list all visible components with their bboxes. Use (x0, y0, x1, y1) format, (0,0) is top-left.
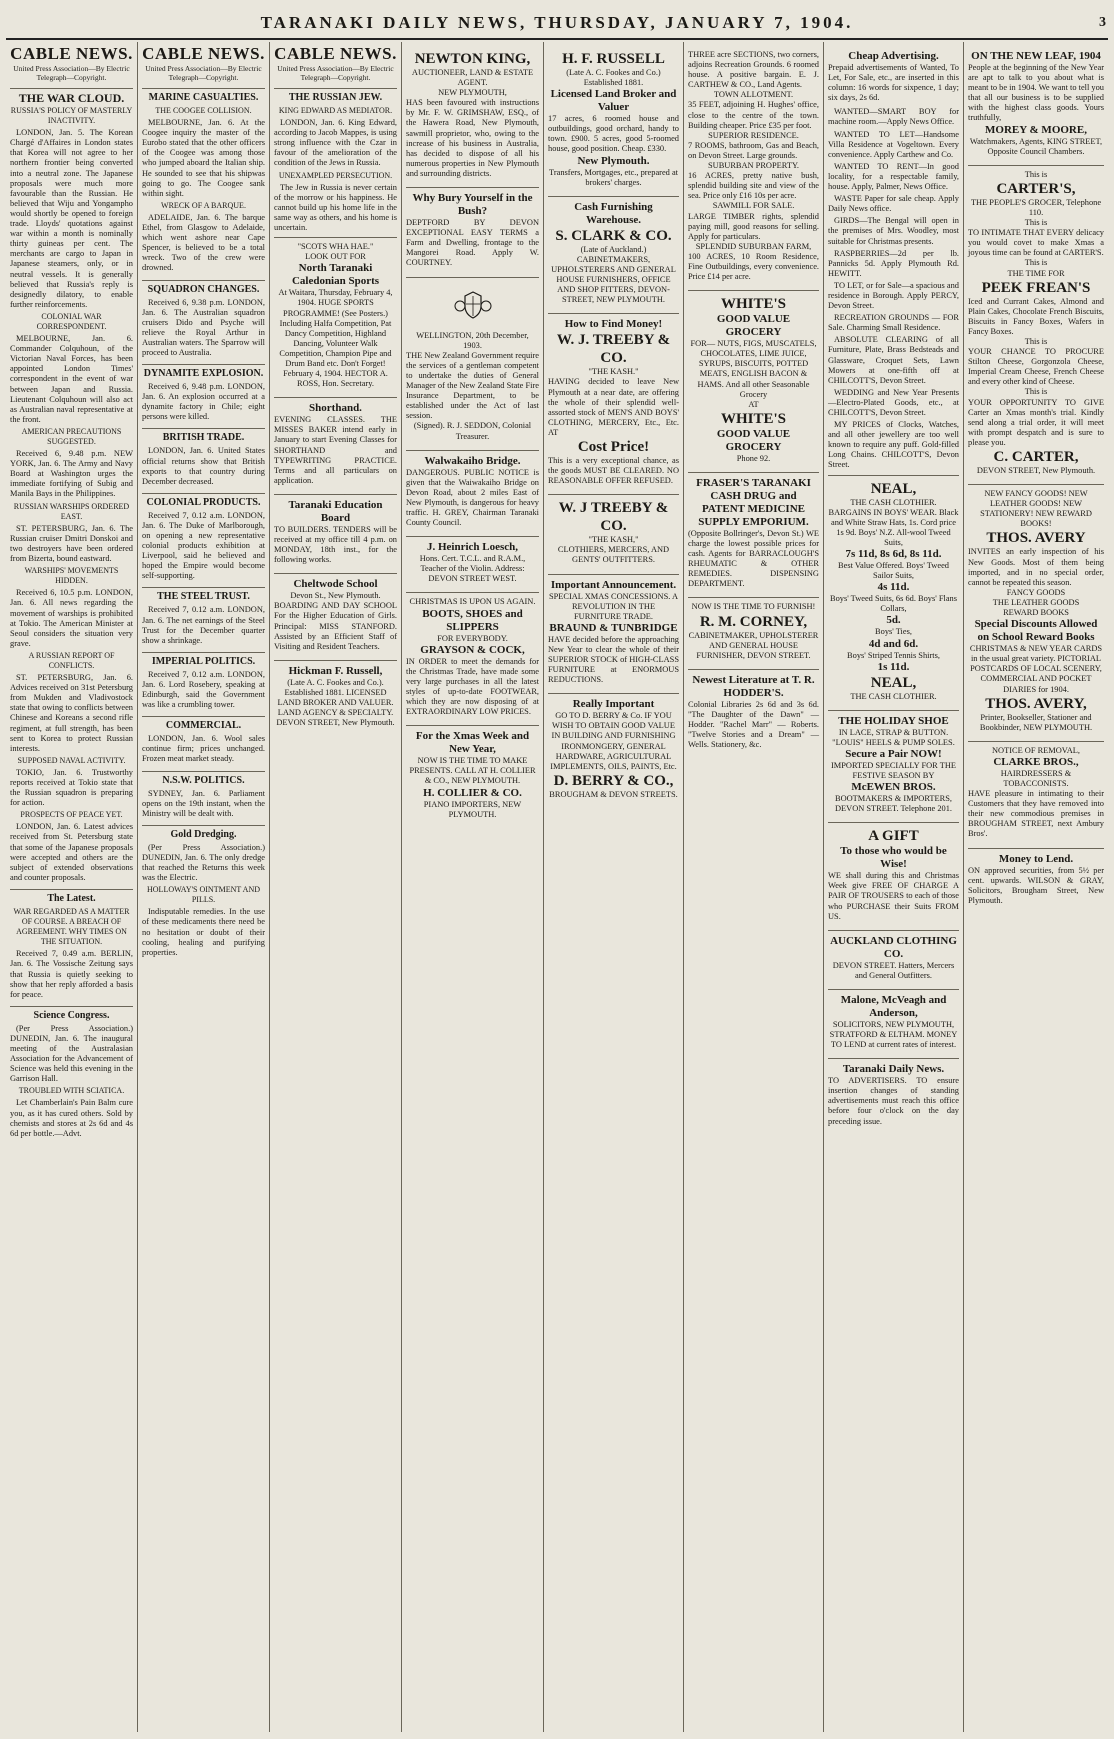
advert-hickman-russell (274, 660, 397, 732)
article-body: Received 7, 0.12 a.m. LONDON, Jan. 6. The Duke of Marlborough, on opening a new representative colonial products exhibition at Liverpool, said he believed and hoped the Empire would become self-supporting. (142, 510, 265, 581)
article-title: MARINE CASUALTIES. (142, 88, 265, 104)
column-8 (964, 42, 1108, 1732)
article-body: LONDON, Jan. 5. The Korean Chargé d'Affaires in London states that Korea will not agree to her northern frontier being converted into a neutral zone. The Japanese proposals were much more favourable than the Russian. He believed that Wiju and Yongampho would shortly be opened to foreign trade. Lloyds' quotations against war within a month is nominally thirty guineas per cent. The merchants are cargo to Japan in Japanese steamers, only, or in neutral vessels. It is generally believed that Russia's reply is designedly dilatory, to enable further reinforcements. (10, 128, 133, 309)
advert-holiday-shoe (828, 710, 959, 819)
advert-subtitle: To those who would be Wise! (840, 845, 947, 871)
advert-body: YOUR OPPORTUNITY TO GIVE Carter an Xmas month's trial. Kindly send along a trial order, it will meet with prompt despatch and is sure to please you. (968, 397, 1104, 447)
advert-subtitle: CABINETMAKER, UPHOLSTERER AND GENERAL HOUSE FURNISHER, DEVON STREET. (688, 630, 819, 660)
advert-title: Taranaki Education Board (288, 498, 383, 524)
advert-whites-grocery (688, 290, 819, 468)
advert-body: 100 ACRES, 10 Room Residence, Fine Outbuildings, every convenience. Price £14 per acre. (688, 251, 819, 282)
article-title: SQUADRON CHANGES. (142, 280, 265, 296)
advert-treeby (548, 313, 679, 490)
advert-body: THE New Zealand Government require the services of a gentleman competent to undertake the duties of General Manager of the New Zealand State Fire Insurance Department, to be established under the Act of last session. (406, 350, 540, 421)
advert-body: Boys' Ties, (875, 627, 912, 637)
advert-hf-russell (548, 46, 679, 192)
advert-subtitle: Devon St., New Plymouth. (290, 591, 381, 601)
advert-new-leaf (968, 46, 1104, 161)
article-title: Science Congress. (10, 1006, 133, 1022)
advert-price: 4d and 6d. (868, 637, 919, 650)
masthead (6, 8, 1108, 40)
advert-price: 5d. (886, 614, 901, 627)
classified-ad: RASPBERRIES—2d per lb. Pannicks 5d. Apply Plymouth Rd. HEWITT. (828, 248, 959, 278)
advert-body: BOOTMAKERS & IMPORTERS, DEVON STREET. Telephone 201. (834, 794, 953, 814)
article-body: MELBOURNE, Jan. 6. Commander Colquhoun, of the Victorian Naval Forces, has been appointed London Times' correspondent in the event of war between Japan and Russia. Lieutenant Colquhoun will also act as Australian naval representative at the front. (10, 334, 133, 424)
advert-subtitle: AUCTIONEER, LAND & ESTATE AGENT. (411, 68, 534, 88)
advert-title: THE HOLIDAY SHOE (838, 714, 949, 727)
column-2 (138, 42, 270, 1732)
advert-body: HAS been favoured with instructions by Mr. F. W. GRIMSHAW, ESQ., of the Hawera Road, New Plymouth, sawmill proprietor, who, owing to the increase of his business in Australia, has decided to dispose of all his numerous properties in New Plymouth and surrounding districts. (406, 98, 539, 178)
article-subtitle: COLONIAL WAR CORRESPONDENT. (36, 311, 107, 331)
classified-ad: WASTE Paper for sale cheap. Apply Daily News office. (828, 194, 959, 214)
article-title: DYNAMITE EXPLOSION. (142, 364, 265, 380)
columns (6, 42, 1108, 1732)
cable-news-header: CABLE NEWS. (142, 44, 265, 63)
advert-subtitle: FOR EVERYBODY. (437, 633, 508, 643)
article-title: THE WAR CLOUD. (10, 88, 133, 104)
classified-ad: WANTED TO RENT—In good locality, for a respectable family, house. Apply, Palmer, News Office. (828, 161, 959, 192)
advert-title: R. M. CORNEY, (699, 613, 808, 630)
advert-braund-tunbridge (548, 574, 679, 690)
advert-lead: This is (1024, 169, 1048, 179)
article-body: Received 6, 9.38 p.m. LONDON, Jan. 6. The Australian squadron cruisers Dido and Psyche will relieve the Royal Arthur in Australian waters. The Sparrow will proceed to Australia. (142, 297, 265, 357)
article-subtitle: PROSPECTS OF PEACE YET. (20, 810, 123, 820)
article-body: LONDON, Jan. 6. Latest advices received from St. Petersburg state that some of the Japanese proposals were accepted and others are the subject of extended observations and counter proposals. (10, 822, 133, 882)
advert-subtitle: HAIRDRESSERS & TOBACCONISTS. (1000, 768, 1072, 788)
press-credit: United Press Association—By Electric Telegraph—Copyright. (277, 64, 394, 82)
advert-body: (Late A. C. Fookes and Co.). Established 1881. LICENSED LAND BROKER AND VALUER. LAND AGENCY & SPECIALTY. DEVON STREET, New Plymouth. (276, 677, 395, 728)
advert-title: Newest Literature at T. R. HODDER'S. (692, 673, 815, 699)
advert-body: BOARDING AND DAY SCHOOL For the Higher Education of Girls. Principal: MISS STANFORD. Assisted by an Efficient Staff of Visiting and Resident Teachers. (274, 601, 397, 651)
advert-hodder (688, 669, 819, 754)
classified-ad: MY PRICES of Clocks, Watches, and all other jewellery are too well known to require any puff. Gold-filled Long Chains. CHILCOTT'S, Devon Street. (828, 420, 959, 470)
cable-news-header: CABLE NEWS. (274, 44, 397, 63)
advert-body: IMPORTED SPECIALLY FOR THE FESTIVE SEASON BY (831, 760, 956, 780)
advert-price: 1s 11d. (877, 660, 910, 673)
advert-subtitle: Printer, Bookseller, Stationer and Bookbinder, NEW PLYMOUTH. (979, 712, 1093, 732)
advert-at: AT (748, 399, 759, 409)
advert-title: Malone, McVeagh and Anderson, (840, 993, 947, 1019)
advert-body: Iced and Currant Cakes, Almond and Plain Cakes, Chocolate French Biscuits, Biscuits in Fancy Boxes, Wafers in Fancy Boxes. (968, 296, 1104, 336)
article-subtitle: KING EDWARD AS MEDIATOR. (278, 106, 393, 115)
advert-treeby-clothiers (548, 494, 679, 569)
advert-title: Special Discounts Allowed on School Reward Books (974, 618, 1098, 644)
advert-title: THOS. AVERY (986, 530, 1086, 547)
advert-price: 4s 11d. (877, 581, 910, 594)
advert-title: Cheltwode School (293, 578, 378, 591)
advert-bridge (406, 450, 539, 533)
advert-title: TROUBLED WITH SCIATICA. (18, 1086, 125, 1096)
advert-body: Transfers, Mortgages, etc., prepared at brokers' charges. (549, 167, 678, 187)
article-subtitle: WRECK OF A BARQUE. (161, 200, 246, 210)
quote-heading: "SCOTS WHA HAE." (297, 242, 374, 252)
advert-lead: NEW FANCY GOODS! NEW LEATHER GOODS! NEW STATIONERY! NEW REWARD BOOKS! (980, 489, 1092, 529)
advert-education-board (274, 494, 397, 569)
advert-town: New Plymouth. (577, 154, 650, 167)
advert-subtitle: THE TIME FOR (1007, 268, 1065, 278)
advert-signature: (Signed). R. J. SEDDON, Colonial Treasurer. (413, 421, 532, 441)
article-title: COLONIAL PRODUCTS. (142, 493, 265, 509)
article-title: THE STEEL TRUST. (142, 587, 265, 603)
article-body: The Jew in Russia is never certain of the morrow or his happiness. He cannot build up his home life in the same way as others, and his home is uncertain. (274, 182, 397, 233)
advert-body: TO INTIMATE THAT EVERY delicacy you would covet to make Xmas a joyous time can be found at CARTER'S. (968, 228, 1104, 258)
advert-subtitle: PIANO IMPORTERS, NEW PLYMOUTH. (423, 799, 522, 819)
masthead-title: TARANAKI DAILY NEWS, THURSDAY, JANUARY 7, 1904. (260, 13, 854, 32)
advert-title: NEAL, (870, 480, 917, 497)
advert-firm: C. CARTER, (993, 449, 1079, 465)
advert-title: Really Important (572, 698, 655, 711)
advert-violin-teacher (406, 536, 539, 588)
classified-ad: WEDDING and New Year Presents—Electro-Plated Goods, etc., at CHILCOTT'S, Devon Street. (828, 387, 959, 417)
advert-body: HAVE pleasure in intimating to their Customers that they have removed into their new commodious premises in BROUGHAM STREET, next Ambury Bros'. (968, 789, 1104, 839)
advert-firm: THOS. AVERY, (985, 695, 1087, 712)
advert-cheltwode-school (274, 573, 397, 656)
advert-clark (548, 196, 679, 310)
advert-money-to-lend (968, 848, 1104, 910)
article-title: Gold Dredging. (142, 825, 265, 841)
advert-body: Boys' Tweed Suits, 6s 6d. Boys' Flans Collars, (830, 594, 957, 614)
advert-body: DEPTFORD BY DEVON EXCEPTIONAL EASY TERMS a Farm and Dwelling, frontage to the Mangorei Road. Apply W. COURTNEY. (406, 218, 539, 268)
advert-title: PEEK FREAN'S (981, 279, 1091, 296)
coat-of-arms-icon (406, 288, 539, 325)
article-body: Received 6, 10.5 p.m. LONDON, Jan. 6. All news regarding the movement of warships is prohibited at Tokio. The American Minister at Seoul considers the situation very grave. (10, 588, 133, 648)
advert-lead: How to Find Money! (564, 318, 663, 331)
advert-title: H. F. RUSSELL (562, 51, 665, 67)
advert-caledonian (274, 237, 397, 393)
advert-title: AUCKLAND CLOTHING CO. (830, 934, 957, 960)
advert-body: DEVON STREET. Hatters, Mercers and General Outfitters. (832, 960, 955, 980)
advert-body: CHRISTMAS & NEW YEAR CARDS in the usual great variety. PICTORIAL POSTCARDS OF LOCAL SCENERY, COMMERCIAL AND POCKET DIARIES for 1904. (969, 644, 1103, 694)
advert-auckland-clothing (828, 930, 959, 985)
advert-body: SPECIAL XMAS CONCESSIONS. A REVOLUTION IN THE FURNITURE TRADE. (548, 591, 679, 621)
advert-body: ON approved securities, from 5½ per cent. upwards. WILSON & GRAY, Solicitors, Brougham Street, New Plymouth. (968, 865, 1104, 905)
article-body: SYDNEY, Jan. 6. Parliament opens on the 19th instant, when the Ministry will be dealt with. (142, 788, 265, 818)
advert-title: For the Xmas Week and New Year, (415, 730, 530, 756)
advert-title: CARTER'S, (996, 180, 1076, 197)
article-title: IMPERIAL POLITICS. (142, 652, 265, 668)
advert-firm: H. COLLIER & CO. (423, 786, 522, 799)
advert-title: FRASER'S TARANAKI CASH DRUG and PATENT MEDICINE SUPPLY EMPORIUM. (696, 476, 811, 528)
advert-title: NEWTON KING, (414, 51, 531, 67)
advert-title: W. J. TREEBY & CO. (556, 332, 671, 367)
advert-price: 7s 11d, 8s 6d, 8s 11d. (845, 548, 942, 561)
advert-title: WHITE'S (720, 296, 787, 313)
article-subtitle: AMERICAN PRECAUTIONS SUGGESTED. (21, 426, 122, 446)
advert-newton-king (406, 46, 539, 183)
classified-ad: RECREATION GROUNDS — FOR Sale. Charming Small Residence. (828, 313, 959, 333)
advert-collier (406, 725, 539, 823)
advert-subtitle: "THE KASH." (588, 367, 639, 377)
article-body: Received 6, 9.48 p.m. NEW YORK, Jan. 6. The Army and Navy Board at Washington urges the immediate fortifying of Subig and Manila Bays in the Philippines. (10, 449, 133, 499)
advert-body: This is a very exceptional chance, as the goods MUST BE CLEARED. NO REASONABLE OFFER REFUSED. (548, 455, 679, 486)
advert-title: Shorthand. (309, 402, 362, 415)
advert-firm: McEWEN BROS. (851, 781, 936, 794)
article-body: Received 7, 0.49 a.m. BERLIN, Jan. 6. The Vossische Zeitung says that Russia is quietly seeking to show that her reply afforded a basis for peace. (10, 949, 133, 999)
article-subtitle: WARSHIPS' MOVEMENTS HIDDEN. (24, 566, 119, 586)
advert-body: TO BUILDERS. TENDERS will be received at my office till 4 p.m. on MONDAY, 18th inst., for the following works. (274, 524, 397, 565)
advert-body: (Opposite Bollringer's, Devon St.) WE charge the lowest possible prices for cash. Agents for BARRACLOUGH'S RHEUMATIC & OTHER REMEDIES. DISPENSING DEPARTMENT. (688, 528, 819, 589)
advert-body: IN LACE, STRAP & BUTTON. "LOUIS" HEELS & PUMP SOLES. (832, 727, 955, 747)
advert-title: SUPERIOR RESIDENCE. (708, 130, 799, 140)
advert-body: People at the beginning of the New Year are apt to talk to you about what is meant to be in 1904. We want to tell you that all our business is to be supplied with the highest class goods. Yours truthfully, (968, 63, 1104, 123)
advert-clarke-bros (968, 741, 1104, 844)
advert-subtitle: BROUGHAM & DEVON STREETS. (549, 789, 678, 799)
advert-lead: This is (1024, 258, 1048, 268)
advert-title: HOLLOWAY'S OINTMENT AND PILLS. (147, 885, 260, 905)
advert-title: BOOTS, SHOES and SLIPPERS (422, 607, 523, 633)
advert-body: HAVE decided before the approaching New Year to clear the whole of their SUPERIOR STOCK of HIGH-CLASS FURNITURE at ENORMOUS REDUCTIONS. (548, 634, 679, 685)
advert-subtitle: THE CASH CLOTHIER. (850, 497, 937, 507)
article-title: The Latest. (10, 889, 133, 905)
advert-firm: BRAUND & TUNBRIDGE (549, 621, 678, 634)
advert-frasers (688, 472, 819, 594)
advert-body: 16 ACRES, pretty native bush, splendid building site and view of the sea. Price only £16 10s per acre. (688, 171, 819, 201)
advert-title: Important Announcement. (550, 578, 677, 591)
article-body: (Per Press Association.) DUNEDIN, Jan. 6. The only dredge that reached the Returns this week was the Electric. (142, 842, 265, 883)
cable-news-header: CABLE NEWS. (10, 44, 133, 63)
advert-body: THREE acre SECTIONS, two corners, adjoins Recreation Grounds. 6 roomed house. A positive bargain. E. J. CARTHEW & CO., Land Agents. (688, 50, 819, 90)
advert-body: IN ORDER to meet the demands for the Christmas Trade, have made some very large purchases in all the latest styles of up-to-date FOOTWEAR, which they are now disposing of at EXTRAORDINARY LOW PRICES. (406, 656, 539, 717)
advert-grayson-cock (406, 592, 539, 721)
column-3 (270, 42, 402, 1732)
column-7 (824, 42, 964, 1732)
advert-subtitle: (Late A. C. Fookes and Co.) Established 1881. (566, 68, 661, 88)
article-body: LONDON, Jan. 6. King Edward, according to Jacob Mappes, is using strong influence with the Czar in favour of the amelioration of the condition of the Jews in Russia. (274, 118, 397, 168)
advert-lead: This is (1024, 218, 1048, 228)
advert-list: FOR— NUTS, FIGS, MUSCATELS, CHOCOLATES, LIME JUICE, SYRUPS, BISCUITS, POTTED MEATS, ENGLISH BACON & HAMS. And all other Seasonable Grocery (690, 339, 817, 399)
article-title: BRITISH TRADE. (142, 428, 265, 444)
advert-title: SUBURBAN PROPERTY. (707, 161, 800, 171)
advert-title: ON THE NEW LEAF, 1904 (971, 50, 1101, 62)
advert-title: Taranaki Daily News. (842, 1063, 945, 1076)
article-title: THE RUSSIAN JEW. (274, 88, 397, 104)
article-body: Received 7, 0.12 a.m. LONDON, Jan. 6. The net earnings of the Steel Trust for the December quarter show a shrinkage. (142, 605, 265, 645)
advert-title: Why Bury Yourself in the Bush? (412, 192, 533, 218)
advert-title: CLARKE BROS., (993, 755, 1079, 768)
advert-title: TOWN ALLOTMENT. (713, 90, 794, 100)
advert-body: DANGEROUS. PUBLIC NOTICE is given that the Waiwakaiho Bridge on Devon Road, about 2 miles East of New Plymouth, is dangerous for heavy traffic. H. GREY, Chairman Taranaki County Council. (406, 467, 539, 528)
advert-firm: MOREY & MOORE, (985, 123, 1087, 136)
classified-ad: GIRDS—The Bengal will open in the premises of Mrs. Woodley, most suitable for Christmas presents. (828, 216, 959, 246)
advert-title-2: WHITE'S (720, 410, 787, 427)
advert-shorthand (274, 397, 397, 490)
advert-body: Boys' Striped Tennis Shirts, (847, 650, 940, 660)
press-credit: United Press Association—By Electric Telegraph—Copyright. (13, 64, 130, 82)
advert-body: Hons. Cert. T.C.L. and R.A.M., Teacher of the Violin. Address: DEVON STREET WEST. (419, 554, 526, 584)
advert-subtitle-2: GOOD VALUE GROCERY (716, 427, 791, 453)
advert-carters (968, 165, 1104, 480)
article-subtitle: A RUSSIAN REPORT OF CONFLICTS. (28, 650, 115, 670)
advert-solicitors (828, 989, 959, 1054)
advert-firm: D. BERRY & CO., (553, 772, 674, 789)
advert-neal (828, 475, 959, 706)
advert-subtitle: GOOD VALUE GROCERY (716, 313, 791, 339)
advert-title: A GIFT (868, 828, 919, 845)
advert-lead: Cash Furnishing Warehouse. (574, 200, 653, 226)
advert-title: Cheap Advertising. (848, 50, 939, 62)
advert-lead: CHRISTMAS IS UPON US AGAIN. (409, 597, 536, 607)
article-subtitle: UNEXAMPLED PERSECUTION. (278, 170, 393, 180)
article-title: N.S.W. POLITICS. (142, 771, 265, 787)
advert-body: BARGAINS IN BOYS' WEAR. Black and White Straw Hats, 1s. Cord price 1s 9d. Boys' N.Z. All-wool Tweed Suits, (828, 507, 959, 547)
advert-price: Cost Price! (577, 438, 650, 455)
column-5 (544, 42, 684, 1732)
article-body: TOKIO, Jan. 6. Trustworthy reports received at Tokio state that the Russian squadron is preparing for action. (10, 767, 133, 808)
advert-title: North Taranaki Caledonian Sports (291, 262, 380, 288)
advert-title: Walwakaiho Bridge. (424, 454, 521, 467)
article-body: Received 6, 9.48 p.m. LONDON, Jan. 6. An explosion occurred at a dynamite factory in Chile; eight persons were killed. (142, 382, 265, 422)
advert-subtitle: Watchmakers, Agents, KING STREET, Opposite Council Chambers. (969, 136, 1103, 156)
article-title: COMMERCIAL. (142, 716, 265, 732)
advert-cheap-advertising (828, 46, 959, 107)
advert-subtitle: (Late of Auckland.) (580, 244, 647, 254)
advert-body: CABINETMAKERS, UPHOLSTERERS AND GENERAL HOUSE FURNISHERS, OFFICE AND SHOP FITTERS, DEVON-STREET, NEW PLYMOUTH. (551, 254, 676, 305)
classified-ad: WANTED—SMART BOY for machine room.—Apply News Office. (828, 107, 959, 127)
article-body: Received 7, 0.12 a.m. LONDON, Jan. 6. Lord Rosebery, speaking at Edinburgh, said the Government was like a crumbling tower. (142, 669, 265, 710)
advert-subtitle: DEVON STREET, New Plymouth. (976, 466, 1096, 475)
advert-town: NEW PLYMOUTH, (438, 88, 507, 98)
article-body: ST. PETERSBURG, Jan. 6. The Russian cruiser Dmitri Donskoi and two destroyers have been ordered from Bizerta, bound eastward. (10, 523, 133, 564)
advert-lead: NOTICE OF REMOVAL, (991, 745, 1081, 755)
advert-title: SPLENDID SUBURBAN FARM, (695, 241, 812, 251)
advert-lead: NOW IS THE TIME TO FURNISH! (691, 602, 816, 612)
advert-body: NOW IS THE TIME TO MAKE PRESENTS. CALL AT H. COLLIER & CO., NEW PLYMOUTH. (409, 756, 536, 786)
advert-body: CLOTHIERS, MERCERS, AND GENTS' OUTFITTERS. (557, 545, 670, 565)
column-6 (684, 42, 824, 1732)
article-body: MELBOURNE, Jan. 6. At the Coogee inquiry the master of the Eurobo stated that the other officers of the Coogee was among those who jumped aboard the Italian ship. He sounded to see that his shipwas going to go. The Coogee sank within sight. (142, 118, 265, 198)
advert-body: Let Chamberlain's Pain Balm cure you, as it has cured others. Sold by chemists and stores at 2s 6d and 4s 6d per bottle.—Advt. (10, 1098, 133, 1138)
classified-ad: WANTED TO LET—Handsome Villa Residence at Vogeltown. Every convenience. Apply Carthew and Co. (828, 129, 959, 159)
advert-body: Indisputable remedies. In the use of these medicaments there need be no hesitation or doubt of their cooling, healing and purifying properties. (142, 907, 265, 957)
page-number: 3 (1099, 15, 1106, 30)
advert-phone: Phone 92. (736, 453, 771, 463)
advert-lead: This is (1024, 387, 1048, 397)
advert-subheading: REWARD BOOKS (1003, 608, 1069, 618)
advert-body: Best Value Offered. Boys' Tweed Sailor Suits, (838, 561, 949, 581)
advert-government-notice (406, 277, 539, 446)
advert-subtitle: THE CASH CLOTHIER. (850, 691, 937, 701)
advert-corney (688, 597, 819, 664)
advert-title: Hickman F. Russell, (288, 664, 383, 677)
advert-berry (548, 693, 679, 804)
classified-ad: TO LET, or for Sale—a spacious and residence in Borough. Apply PERCY, Devon Street. (828, 280, 959, 311)
advert-body: GO TO D. BERRY & Co. IF YOU WISH TO OBTAIN GOOD VALUE IN BUILDING AND FURNISHING IRONMONGERY, GENERAL HARDWARE, AGRICULTURAL IMPLEMENTS, OILS, PAINTS, Etc. (550, 711, 677, 771)
advert-bury-yourself (406, 187, 539, 272)
advert-body: 7 ROOMS, bathroom, Gas and Beach, on Devon Street. Large grounds. (688, 140, 819, 160)
advert-body: SOLICITORS, NEW PLYMOUTH, STRATFORD & ELTHAM. MONEY TO LEND at current rates of interest. (829, 1019, 958, 1050)
advert-body: At Waitara, Thursday, February 4, 1904. HUGE SPORTS PROGRAMME! (See Posters.) Including Halfa Competition, Pat Dancy Competition, Highland Dancing, Volunteer Walk Competition, Champion Pipe and Drum Band etc. Don't Forget! February 4, 1904. HECTOR A. ROSS, Hon. Secretary. (278, 288, 393, 389)
article-body: LONDON, Jan. 6. United States official returns show that British exports to that country during December decreased. (142, 446, 265, 486)
advert-title: Money to Lend. (998, 852, 1074, 865)
column-4 (402, 42, 544, 1732)
article-body: LONDON, Jan. 6. Wool sales continue firm; prices unchanged. Frozen meat market steady. (142, 734, 265, 764)
advert-subheading: THE LEATHER GOODS (992, 597, 1080, 607)
advert-title: S. CLARK & CO. (555, 227, 672, 244)
article-subtitle: RUSSIA'S POLICY OF MASTERLY INACTIVITY. (10, 106, 133, 126)
advert-title: SAWMILL FOR SALE. (712, 201, 795, 211)
column-1 (6, 42, 138, 1732)
article-subtitle: SUPPOSED NAVAL ACTIVITY. (17, 755, 126, 765)
advert-lead: LOOK OUT FOR (305, 252, 366, 262)
article-subtitle: WAR REGARDED AS A MATTER OF COURSE. A BREACH OF AGREEMENT. WHY TIMES ON THE SITUATION. (13, 906, 130, 947)
advert-body: 17 acres, 6 roomed house and outbuildings, good orchard, handy to town. £900. 5 acres, good 5-roomed house, good position. Cheap. £330. (548, 114, 679, 154)
advert-body: LARGE TIMBER rights, splendid paying mill, good reasons for selling. Apply for particulars. (688, 211, 819, 241)
article-body: (Per Press Association.) DUNEDIN, Jan. 6. The inaugural meeting of the Australasian Association for the Advancement of Science was held this evening in the Garrison Hall. (10, 1023, 133, 1084)
article-body: ADELAIDE, Jan. 6. The barque Ethel, from Glasgow to Adelaide, which went ashore near Cape Spencer, is believed to be a total wreck. Two of the crew were drowned. (142, 212, 265, 273)
advert-body: Colonial Libraries 2s 6d and 3s 6d. "The Daughter of the Dawn" — Hodder. "Rachel Marr" — Roberts. "Twelve Stories and a Dream" — Wells. Stationery, &c. (688, 699, 819, 750)
advert-body: HAVING decided to leave New Plymouth at a near date, are offering the whole of their splendid well-assorted stock of MEN'S AND BOYS' CLOTHING, MERCERY, Etc., Etc. AT (548, 377, 679, 437)
advert-subtitle: "THE KASH," (588, 535, 639, 545)
advert-lead: This is (1024, 336, 1048, 346)
advert-body: YOUR CHANCE TO PROCURE Stilton Cheese, Gorgonzola Cheese, Imperial Cream Cheese, French Cheese and every other kind of Cheese. (968, 347, 1104, 387)
advert-body: WE shall during this and Christmas Week give FREE OF CHARGE A PAIR OF TROUSERS to each of those who PURCHASE their Suits FROM US. (828, 871, 959, 921)
classified-ad: ABSOLUTE CLEARING of all Furniture, Plate, Brass Bedsteads and Glassware, Croquet Sets, Lawn Mowers at one-fifth off at CHILCOTT'S, Devon Street. (828, 335, 959, 385)
advert-daily-news-notice (828, 1058, 959, 1130)
advert-title: NEAL, (870, 674, 917, 691)
advert-subheading: FANCY GOODS (1006, 587, 1066, 597)
advert-body: 35 FEET, adjoining H. Hughes' office, close to the centre of the town. Building cheaper. Price £35 per foot. (688, 100, 819, 130)
advert-carthew (688, 46, 819, 286)
advert-title-2: Licensed Land Broker and Valuer (550, 88, 677, 114)
advert-body: EVENING CLASSES. THE MISSES BAKER intend early in January to start Evening Classes for SHORTHAND and TYPEWRITING PRACTICE. Terms and all particulars on application. (274, 415, 397, 485)
advert-avery (968, 484, 1104, 737)
advert-gift (828, 822, 959, 925)
advert-title: J. Heinrich Loesch, (426, 541, 519, 554)
advert-body: Prepaid advertisements of Wanted, To Let, For Sale, etc., are inserted in this column: 16 words for sixpence, 1 day; six days, 2s 6d. (828, 63, 959, 103)
article-subtitle: THE COOGEE COLLISION. (155, 106, 252, 115)
article-body: ST. PETERSBURG, Jan. 6. Advices received on 31st Petersburg from Mukden and Vladivostock state that owing to conflicts between Chinese and Koreans a second rifle regiment, at full strength, has been sent to Korea to protect Russian interests. (10, 673, 133, 753)
advert-title: Secure a Pair NOW! (845, 747, 942, 760)
advert-subtitle: THE PEOPLE'S GROCER, Telephone 110. (970, 197, 1102, 217)
advert-body: TO ADVERTISERS. TO ensure insertion changes of standing advertisements must reach this office before four o'clock on the day preceding issue. (828, 1076, 959, 1126)
advert-place: WELLINGTON, 20th December, 1903. (416, 330, 529, 350)
press-credit: United Press Association—By Electric Telegraph—Copyright. (145, 64, 262, 82)
advert-firm: GRAYSON & COCK, (420, 643, 525, 656)
article-subtitle: RUSSIAN WARSHIPS ORDERED EAST. (13, 501, 130, 521)
advert-body: INVITES an early inspection of his New Goods. Most of them being imported, and in no special order, cannot be repeated this season. (968, 547, 1104, 587)
advert-title: W. J TREEBY & CO. (558, 500, 669, 535)
